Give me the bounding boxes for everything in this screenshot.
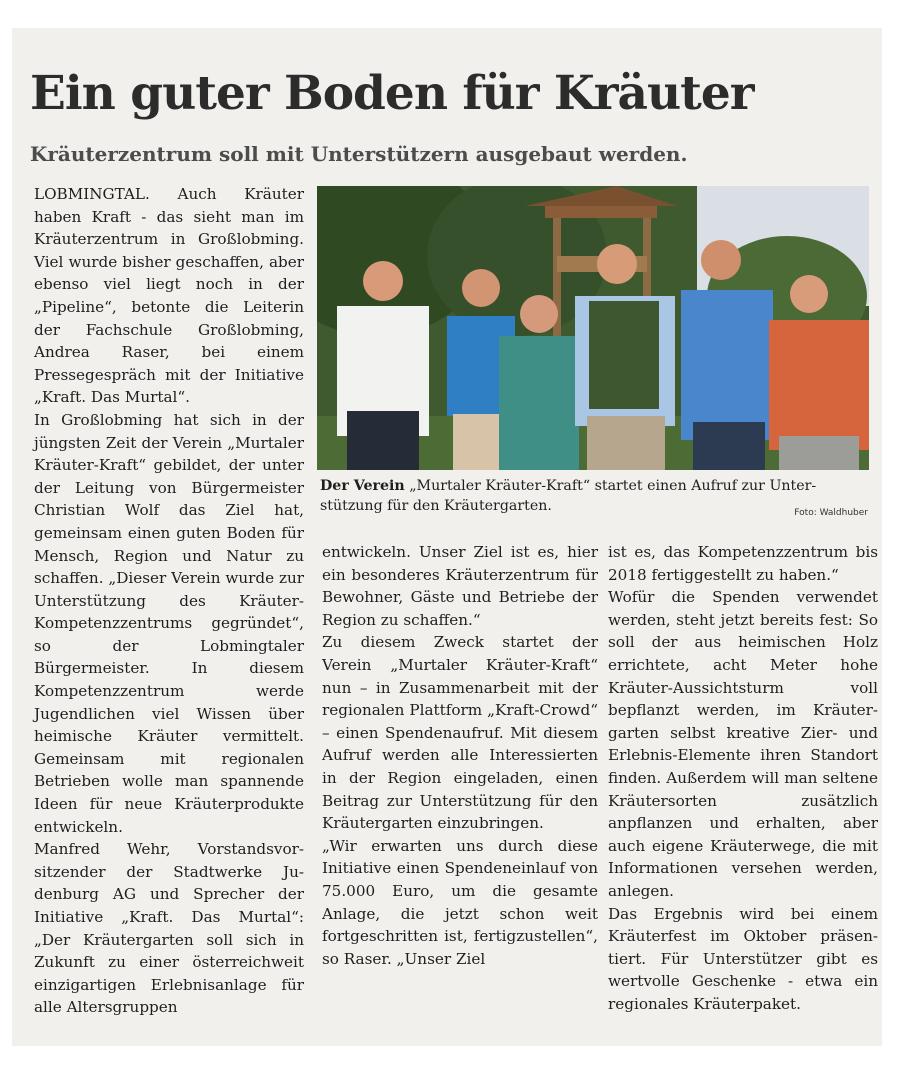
paragraph: Manfred Wehr, Vorstandsvorsitzender der Stadtwerke Judenburg AG und Sprecher der Initiative „Kraft. Das Murtal“: „Der Kräutergarten soll sich in Zukunft zu einer österreichweit einzigartigen Erlebnisanlage für alle Altersgruppen	[34, 840, 304, 1017]
article-column-1	[34, 183, 304, 1019]
paragraph: In Großlobming hat sich in der jüngsten Zeit der Verein „Murtaler Kräuter-Kraft“ gebildet, der unter der Leitung von Bürgermeister Christian Wolf das Ziel hat, gemeinsam einen guten Boden für Mensch, Region und Natur zu schaffen. „Dieser Verein wurde zur Unterstützung des Kräuter-Kompetenzzentrums gegründet“, so der Lobmingtaler Bürgermeister. In diesem Kompetenzzentrum werde Jugendlichen viel Wissen über heimische Kräuter vermittelt. Gemeinsam mit regionalen Betrieben wolle man spannende Ideen für neue Kräuterprodukte entwickeln.	[34, 410, 305, 836]
article-headline: Ein guter Boden für Kräuter	[30, 66, 754, 121]
paragraph: Das Ergebnis wird bei einem Kräuterfest im Oktober präsentiert. Für Unterstützer gibt es wertvolle Geschenke - etwa ein regionales Kräuterpaket.	[608, 904, 878, 1013]
article-subheadline: Kräuterzentrum soll mit Unterstützern ausgebaut werden.	[30, 142, 688, 166]
paragraph: Zu diesem Zweck startet der Verein „Murtaler Kräuter-Kraft“ nun – in Zusammenarbeit mit der regionalen Plattform „Kraft-Crowd“ – einen Spendenaufruf. Mit diesem Aufruf werden alle Interessierten in der Region eingeladen, einen Beitrag zur Unterstützung für den Kräutergarten einzubringen.	[322, 633, 598, 833]
paragraph: entwickeln. Unser Ziel ist es, hier ein besonderes Kräuterzentrum für Bewohner, Gäste und Betriebe der Region zu schaffen.“	[322, 543, 598, 629]
article-column-3	[608, 541, 878, 1015]
paragraph: Wofür die Spenden verwendet werden, steht jetzt bereits fest: So soll der aus heimischen Holz errichtete, acht Meter hohe Kräuter-Aussichtsturm voll bepflanzt werden, im Kräutergarten selbst kreative Zier- und Erlebnis-Elemente ihren Standort finden. Außerdem will man seltene Kräutersorten zusätzlich anpflanzen und erhalten, aber auch eigene Kräuterwege, die mit Informationen versehen werden, anlegen.	[608, 588, 878, 900]
group-photo	[317, 186, 869, 470]
paragraph: „Wir erwarten uns durch diese Initiative einen Spendeneinlauf von 75.000 Euro, um die gesamte Anlage, die jetzt schon weit fortgeschritten ist, fertigzustellen“, so Raser. „Unser Ziel	[322, 836, 598, 968]
paragraph: LOBMINGTAL. Auch Kräuter haben Kraft - das sieht man im Kräuterzentrum in Großlobming. Viel wurde bisher geschaffen, aber ebenso viel liegt noch in der „Pipeline“, betonte die Leiterin der Fachschule Großlobming, Andrea Raser, bei einem Pressegespräch mit der Initiative „Kraft. Das Murtal“.	[34, 185, 304, 407]
photo-caption	[320, 476, 868, 516]
photo-credit: Foto: Waldhuber	[794, 508, 868, 518]
caption-lead: Der Verein	[320, 478, 405, 494]
article-column-2	[322, 541, 598, 970]
newspaper-clipping	[12, 28, 882, 1046]
caption-text: „Murtaler Kräuter-Kraft“ startet einen Aufruf zur Unterstützung für den Kräutergarten.	[320, 478, 817, 514]
paragraph: ist es, das Kompetenzzentrum bis 2018 fertiggestellt zu haben.“	[608, 543, 878, 584]
